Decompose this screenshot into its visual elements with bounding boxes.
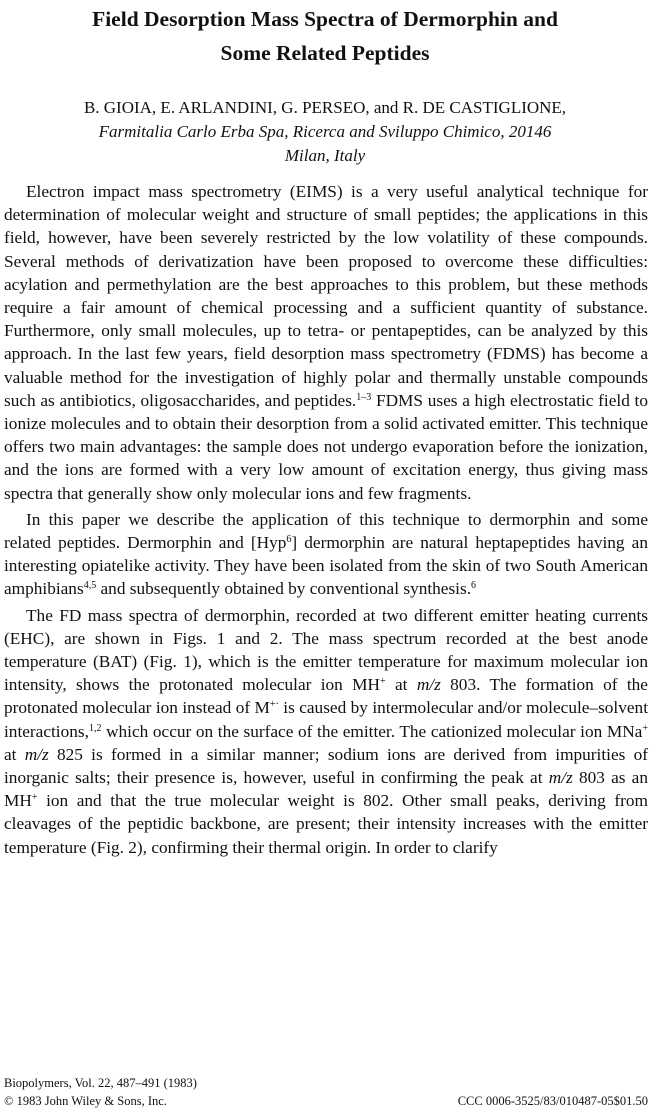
citation-superscript: 4,5	[83, 580, 97, 592]
citation-superscript: 1–3	[356, 391, 372, 403]
title-line-2: Some Related Peptides	[220, 41, 430, 65]
p3-text-b: at	[385, 675, 417, 695]
p3-text-i: ion and that the true molecular weight is 802. Other small peaks, deriving from cleavages of the peptidic backbone, are present; their intensity increases with the emitter temperature (Fig. 2), confirming their thermal origin. In order to clarify	[4, 791, 648, 857]
charge-superscript: +	[380, 676, 386, 688]
p3-text-c: 803. The formation of the protonated molecular ion instead of M	[4, 675, 648, 718]
affiliation-line-1: Farmitalia Carlo Erba Spa, Ricerca and Sviluppo Chimico, 20146	[98, 122, 552, 141]
position-superscript: 6	[286, 534, 292, 546]
affiliation-line-2: Milan, Italy	[284, 146, 366, 165]
author-names: B. GIOIA, E. ARLANDINI, G. PERSEO, and R. DE CASTIGLIONE,	[83, 98, 567, 117]
title-line-1: Field Desorption Mass Spectra of Dermorphin and	[92, 7, 558, 31]
p2-text-b: ] dermorphin are natural heptapeptides having an interesting opiatelike activity. They have been isolated from the skin of two South American amphibians	[4, 533, 648, 599]
citation-superscript: 6	[471, 580, 477, 592]
charge-superscript: +·	[269, 699, 279, 711]
p2-text-c: and subsequently obtained by conventional synthesis.	[96, 579, 472, 599]
charge-superscript: +	[31, 792, 38, 804]
p3-text-d: is caused by intermolecular and/or molecule–solvent interactions,	[4, 698, 648, 741]
mz-label: m/z	[548, 768, 573, 788]
citation-superscript: 1,2	[88, 722, 102, 734]
p3-text-e: which occur on the surface of the emitter. The cationized molecular ion MNa	[101, 721, 643, 741]
p3-text-g: 825 is formed in a similar manner; sodium ions are derived from impurities of inorganic salts; their presence is, however, useful in confirming the peak at	[4, 744, 648, 788]
page-footer	[4, 1074, 648, 1110]
ccc-code: CCC 0006-3525/83/010487-05$01.50	[457, 1094, 648, 1108]
p1-text-a: Electron impact mass spectrometry (EIMS) is a very useful analytical technique for determination of molecular weight and structure of small peptides; the applications in this field, however, have been severely restricted by the low volatility of these compounds. Several methods of derivatization have been proposed to overcome these difficulties: acylation and permethylation are the best approaches to this problem, but these methods require a fair amount of chemical processing and a sufficient quantity of substance. Furthermore, only small molecules, up to tetra- or pentapeptides, can be analyzed by this approach. In the last few years, field desorption mass spectrometry (FDMS) has become a valuable method for the investigation of highly polar and thermally unstable compounds such as antibiotics, oligosaccharides, and peptides.	[4, 182, 648, 410]
journal-reference: Biopolymers, Vol. 22, 487–491 (1983)	[4, 1076, 197, 1090]
copyright-notice: © 1983 John Wiley & Sons, Inc.	[4, 1094, 167, 1108]
p3-text-f: at	[4, 744, 25, 764]
author-block	[0, 96, 650, 168]
body-text	[4, 180, 648, 859]
mz-label: m/z	[416, 675, 441, 695]
p2-text-a: In this paper we describe the application of this technique to dermorphin and some related peptides. Dermorphin and [Hyp	[4, 509, 648, 553]
p3-text-a: The FD mass spectra of dermorphin, recorded at two different emitter heating currents (EHC), are shown in Figs. 1 and 2. The mass spectrum recorded at the best anode temperature (BAT) (Fig. 1), which is the emitter temperature for maximum molecular ion intensity, shows the protonated molecular ion MH	[4, 605, 648, 695]
charge-superscript: +	[642, 722, 648, 734]
paragraph-2	[4, 508, 648, 601]
paragraph-3	[4, 604, 648, 859]
p3-text-h: 803 as an MH	[4, 768, 648, 811]
mz-label: m/z	[24, 744, 49, 764]
p1-text-b: FDMS uses a high electrostatic field to ionize molecules and to obtain their desorption from a solid activated emitter. This technique offers two main advantages: the sample does not undergo evaporation before the ionization, and the ions are formed with a very low amount of excitation energy, thus giving mass spectra that generally show only molecular ions and few fragments.	[4, 390, 648, 503]
paragraph-1	[4, 180, 648, 505]
paper-title	[0, 2, 650, 70]
